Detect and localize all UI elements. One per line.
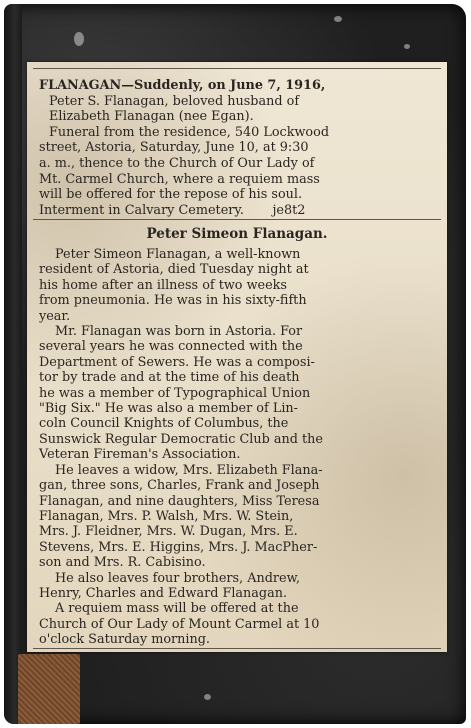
obituary-line: Peter Simeon Flanagan, a well-known bbox=[55, 247, 301, 262]
notice-line: will be offered for the repose of his soul. bbox=[39, 187, 303, 203]
newspaper-clipping bbox=[27, 62, 447, 652]
obituary-body bbox=[39, 247, 439, 648]
obituary-line: A requiem mass will be offered at the bbox=[55, 601, 299, 617]
obituary-line: Henry, Charles and Edward Flanagan. bbox=[39, 585, 288, 601]
obituary-line: Mr. Flanagan was born in Astoria. For bbox=[55, 324, 303, 340]
cover-wear-spot bbox=[204, 694, 211, 700]
obituary-line: Church of Our Lady of Mount Carmel at 10 bbox=[39, 616, 320, 632]
obituary-line: Department of Sewers. He was a composi- bbox=[39, 354, 315, 370]
notice-line: Interment in Calvary Cemetery. je8t2 bbox=[39, 202, 306, 218]
notice-line: FLANAGAN—Suddenly, on June 7, 1916, bbox=[39, 78, 326, 93]
death-notice bbox=[39, 78, 439, 218]
obituary-line: Flanagan, and nine daughters, Miss Teresa bbox=[39, 493, 320, 509]
obituary-line: gan, three sons, Charles, Frank and Joseph bbox=[39, 478, 320, 494]
obituary-line: from pneumonia. He was in his sixty-fifth bbox=[39, 293, 307, 309]
notice-line: street, Astoria, Saturday, June 10, at 9:30 bbox=[39, 140, 309, 156]
obituary-line: he was a member of Typographical Union bbox=[39, 385, 311, 401]
obituary-line: Veteran Fireman's Association. bbox=[39, 447, 241, 463]
notebook-cover bbox=[4, 4, 466, 724]
cover-wear-spot bbox=[74, 32, 84, 46]
notice-line: Peter S. Flanagan, beloved husband of bbox=[49, 93, 300, 109]
section-rule bbox=[33, 219, 441, 220]
cover-wear-spot bbox=[334, 16, 342, 22]
cover-wear-spot bbox=[404, 44, 410, 49]
obituary-line: "Big Six." He was also a member of Lin- bbox=[39, 401, 298, 417]
notice-line: Funeral from the residence, 540 Lockwood bbox=[49, 124, 330, 140]
obituary-line: several years he was connected with the bbox=[39, 339, 303, 355]
obituary-line: Mrs. J. Fleidner, Mrs. W. Dugan, Mrs. E. bbox=[39, 524, 298, 540]
obituary-line: Sunswick Regular Democratic Club and the bbox=[39, 431, 323, 447]
obituary-line: He also leaves four brothers, Andrew, bbox=[55, 570, 301, 586]
bottom-rule bbox=[33, 648, 441, 649]
obituary-line: son and Mrs. R. Cabisino. bbox=[39, 555, 206, 571]
notebook-spine bbox=[4, 4, 22, 724]
obituary-line: Stevens, Mrs. E. Higgins, Mrs. J. MacPher- bbox=[39, 539, 318, 555]
top-rule bbox=[33, 68, 441, 69]
obituary-headline: Peter Simeon Flanagan. bbox=[146, 226, 328, 242]
notice-line: Mt. Carmel Church, where a requiem mass bbox=[39, 171, 320, 187]
obituary-line: He leaves a widow, Mrs. Elizabeth Flana- bbox=[55, 462, 323, 478]
obituary-line: Flanagan, Mrs. P. Walsh, Mrs. W. Stein, bbox=[39, 508, 294, 524]
obituary-line: year. bbox=[39, 308, 71, 324]
obituary-line: o'clock Saturday morning. bbox=[39, 632, 210, 648]
leather-tab bbox=[18, 654, 80, 724]
obituary-line: tor by trade and at the time of his death bbox=[39, 370, 300, 386]
obituary-line: his home after an illness of two weeks bbox=[39, 277, 287, 293]
obituary-line: resident of Astoria, died Tuesday night at bbox=[39, 262, 309, 278]
notice-line: Elizabeth Flanagan (nee Egan). bbox=[49, 109, 254, 125]
obituary-line: coln Council Knights of Columbus, the bbox=[39, 416, 289, 432]
notice-line: a. m., thence to the Church of Our Lady of bbox=[39, 155, 315, 171]
